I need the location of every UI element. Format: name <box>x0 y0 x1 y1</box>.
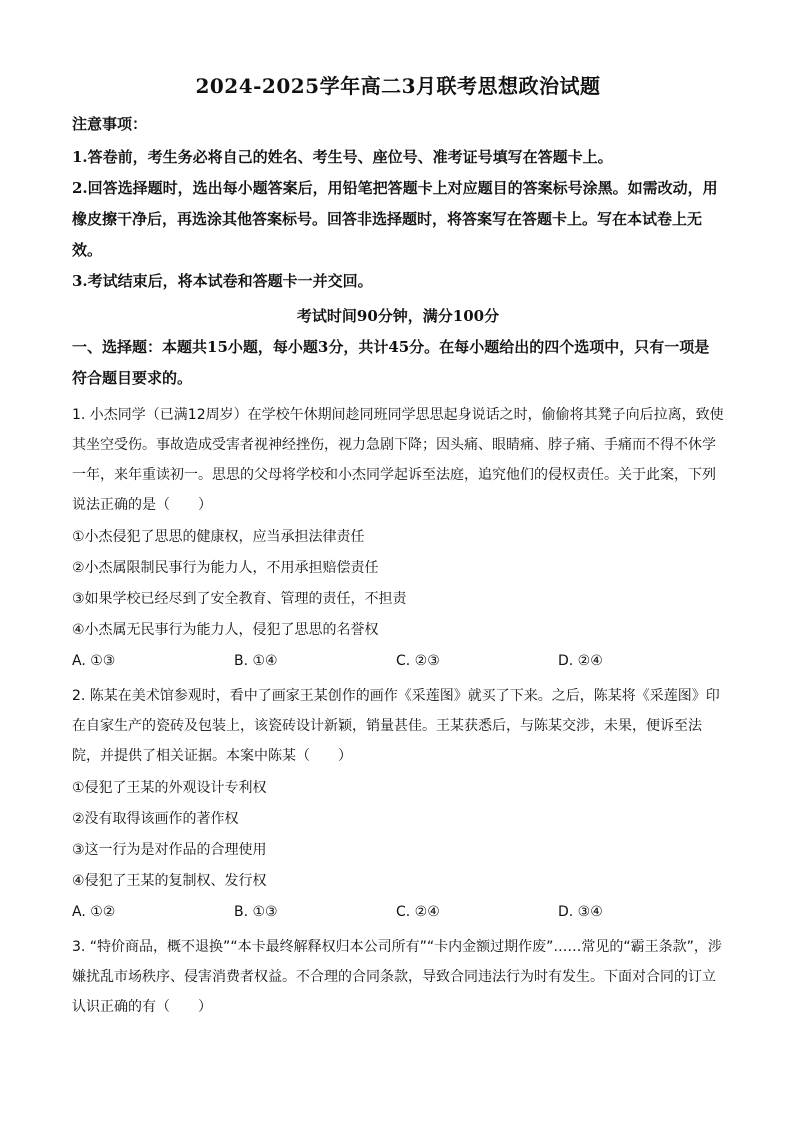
choice-a: A. ①③ <box>72 653 116 669</box>
notice-item: 1.答卷前，考生务必将自己的姓名、考生号、座位号、准考证号填写在答题卡上。 <box>72 148 613 166</box>
question-option: ①小杰侵犯了思思的健康权，应当承担法律责任 <box>72 529 365 545</box>
choice-a: A. ①② <box>72 904 116 920</box>
question-option: ①侵犯了王某的外观设计专利权 <box>72 780 267 796</box>
answer-choices <box>72 897 724 928</box>
question-option: ④小杰属无民事行为能力人，侵犯了思思的名誉权 <box>72 622 379 638</box>
notice-item: 2.回答选择题时，选出每小题答案后，用铅笔把答题卡上对应题目的答案标号涂黑。如需改动，用橡皮擦干净后，再选涂其他答案标号。回答非选择题时，将答案写在答题卡上。写在本试卷上无效。 <box>72 179 718 259</box>
question-stem: 1. 小杰同学（已满12周岁）在学校午休期间趁同班同学思思起身说话之时，偷偷将其凳子向后拉离，致使其坐空受伤。事故造成受害者视神经挫伤，视力急剧下降；因头痛、眼睛痛、脖子痛、手痛而不得不休学一年，来年重读初一。思思的父母将学校和小杰同学起诉至法庭，追究他们的侵权责任。关于此案，下列说法正确的是（ ） <box>72 407 724 513</box>
exam-info: 考试时间90分钟，满分100分 <box>296 307 500 325</box>
answer-choices <box>72 646 724 677</box>
choice-d: D. ③④ <box>558 904 603 920</box>
section-heading: 一、选择题：本题共15小题，每小题3分，共计45分。在每小题给出的四个选项中，只有一项是符合题目要求的。 <box>72 338 710 387</box>
question-option: ③这一行为是对作品的合理使用 <box>72 842 267 858</box>
choice-b: B. ①③ <box>234 904 278 920</box>
question-stem: 2. 陈某在美术馆参观时，看中了画家王某创作的画作《采莲图》就买了下来。之后，陈某将《采莲图》印在自家生产的瓷砖及包装上，该瓷砖设计新颖，销量甚佳。王某获悉后，与陈某交涉，未果，便诉至法院，并提供了相关证据。本案中陈某（ ） <box>72 688 720 764</box>
exam-title: 2024-2025学年高二3月联考思想政治试题 <box>195 74 601 98</box>
choice-d: D. ②④ <box>558 653 603 669</box>
notice-heading: 注意事项： <box>72 115 148 133</box>
notice-item: 3.考试结束后，将本试卷和答题卡一并交回。 <box>72 272 373 290</box>
question-option: ②没有取得该画作的著作权 <box>72 811 239 827</box>
question-option: ②小杰属限制民事行为能力人，不用承担赔偿责任 <box>72 560 379 576</box>
choice-c: C. ②④ <box>396 904 440 920</box>
question-option: ④侵犯了王某的复制权、发行权 <box>72 873 267 889</box>
choice-c: C. ②③ <box>396 653 440 669</box>
exam-page <box>72 60 724 1024</box>
question-option: ③如果学校已经尽到了安全教育、管理的责任，不担责 <box>72 591 407 607</box>
choice-b: B. ①④ <box>234 653 278 669</box>
question-stem: 3. “特价商品，概不退换”“本卡最终解释权归本公司所有”“卡内金额过期作废”……常见的“霸王条款”，涉嫌扰乱市场秩序、侵害消费者权益。不合理的合同条款，导致合同违法行为时有发生。下面对合同的订立认识正确的有（ ） <box>72 939 722 1015</box>
